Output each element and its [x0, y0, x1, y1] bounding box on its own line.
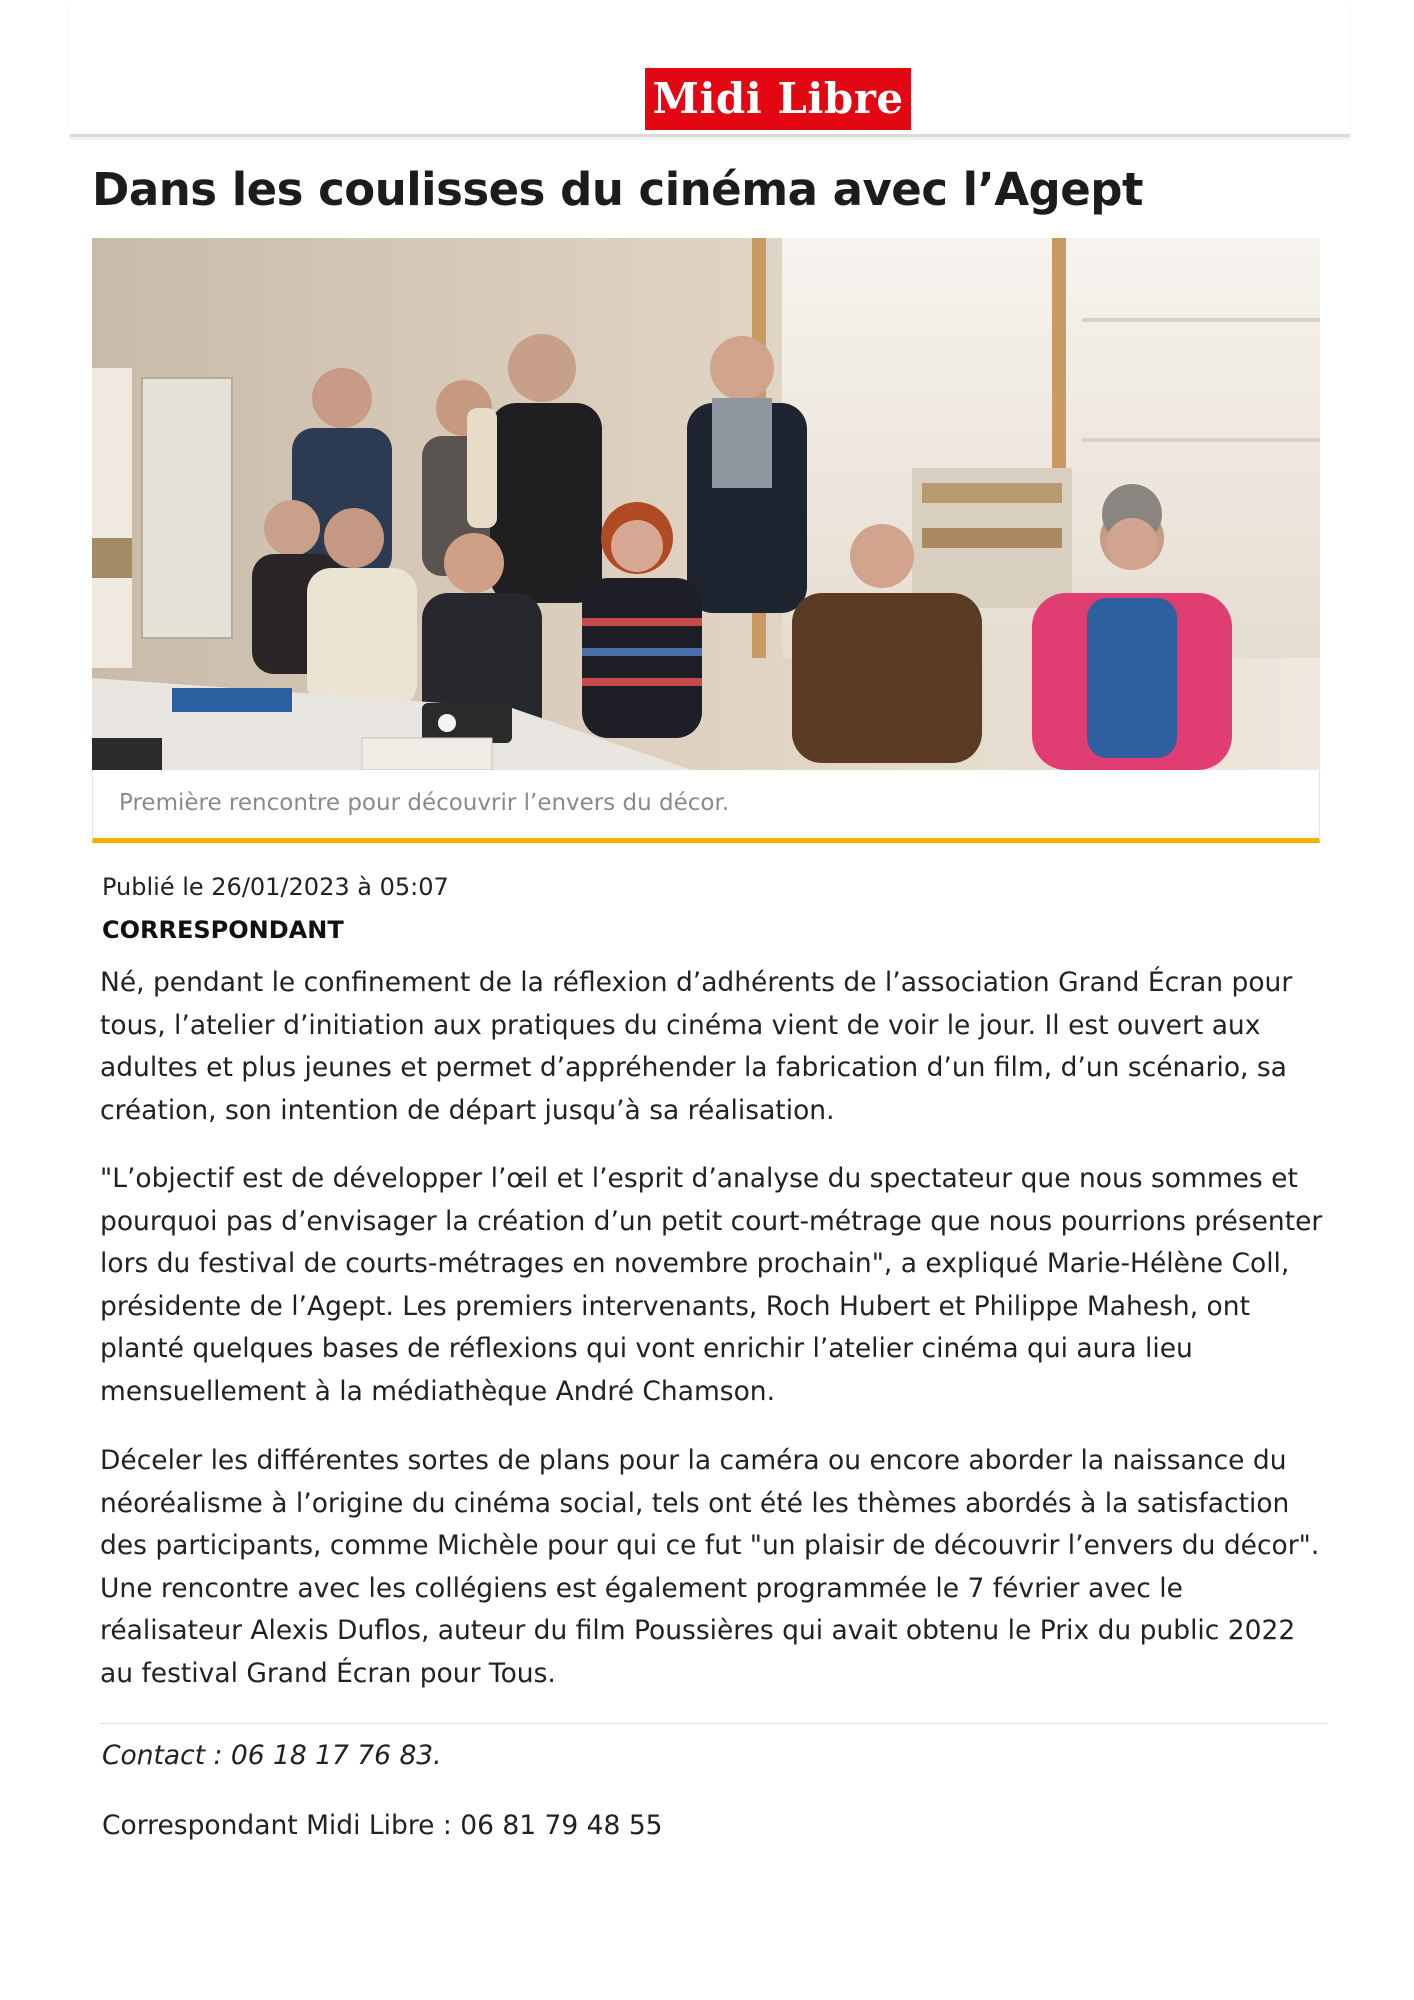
photo-caption-box: [92, 770, 1320, 843]
masthead: [70, 0, 1350, 137]
correspondant-line: Correspondant Midi Libre : 06 81 79 48 55: [102, 1810, 663, 1841]
article-title: Dans les coulisses du cinéma avec l’Agept: [92, 163, 1143, 216]
publication-date: Publié le 26/01/2023 à 05:07: [102, 873, 449, 901]
midi-libre-logo[interactable]: Midi Libre: [645, 68, 911, 130]
article-paragraph: Déceler les différentes sortes de plans pour la caméra ou encore aborder la naissance du néoréalisme à l’origine du cinéma social, tels ont été les thèmes abordés à la satisfaction des participants, comme Michèle pour qui ce fut "un plaisir de découvrir l’envers du décor". Une rencontre avec les collégiens est également programmée le 7 février avec le réalisateur Alexis Duflos, auteur du film Poussières qui avait obtenu le Prix du public 2022 au festival Grand Écran pour Tous.: [100, 1445, 1320, 1689]
article-paragraph: "L’objectif est de développer l’œil et l’esprit d’analyse du spectateur que nous sommes et pourquoi pas d’envisager la création d’un petit court-métrage que nous pourrions présenter lors du festival de courts-métrages en novembre prochain", a expliqué Marie-Hélène Coll, présidente de l’Agept. Les premiers intervenants, Roch Hubert et Philippe Mahesh, ont planté quelques bases de réflexions qui vont enrichir l’atelier cinéma qui aura lieu mensuellement à la médiathèque André Chamson.: [100, 1163, 1323, 1407]
article-photo: [92, 238, 1320, 770]
article-paragraph: Né, pendant le confinement de la réflexion d’adhérents de l’association Grand Écran pour tous, l’atelier d’initiation aux pratiques du cinéma vient de voir le jour. Il est ouvert aux adultes et plus jeunes et permet d’appréhender la fabrication d’un film, d’un scénario, sa création, son intention de départ jusqu’à sa réalisation.: [100, 967, 1293, 1126]
section-divider: [100, 1723, 1328, 1724]
photo-caption: Première rencontre pour découvrir l’envers du décor.: [119, 790, 730, 816]
author-label: CORRESPONDANT: [102, 916, 344, 944]
contact-line: Contact : 06 18 17 76 83.: [102, 1740, 442, 1771]
